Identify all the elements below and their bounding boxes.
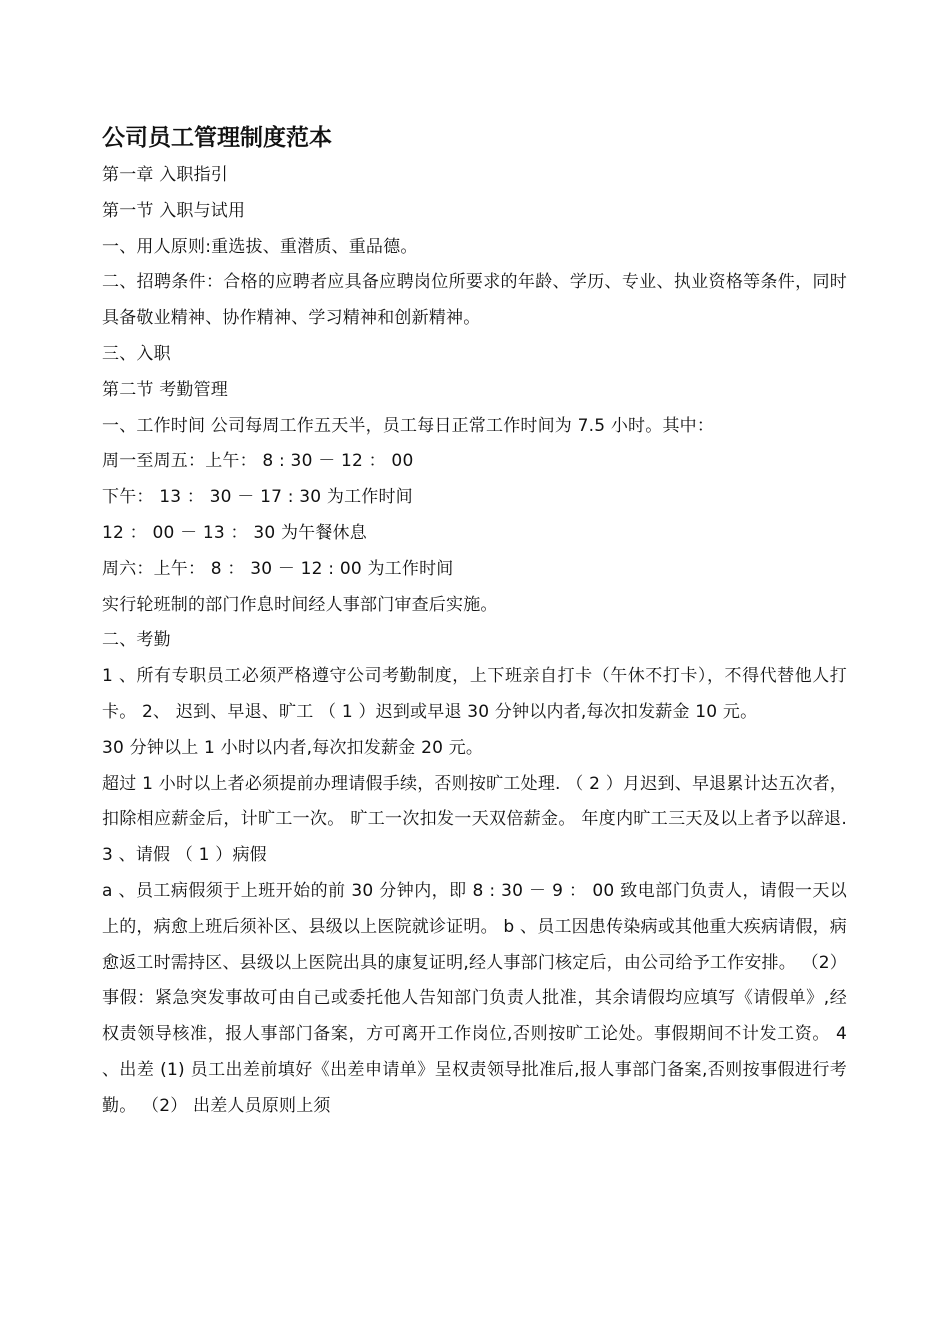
paragraph: 一、工作时间 公司每周工作五天半，员工每日正常工作时间为 7.5 小时。其中： xyxy=(102,415,715,436)
section-heading: 第一节 入职与试用 xyxy=(102,200,246,221)
paragraph: 周一至周五：上午： 8 : 30 － 12 ： 00 xyxy=(102,451,414,472)
document-page xyxy=(102,118,847,1125)
chapter-heading: 第一章 入职指引 xyxy=(102,165,229,185)
paragraph: 二、招聘条件：合格的应聘者应具备应聘岗位所要求的年龄、学历、专业、执业资格等条件，同时具备敬业精神、协作精神、学习精神和创新精神。 xyxy=(102,272,847,329)
paragraph: 实行轮班制的部门作息时间经人事部门审查后实施。 xyxy=(102,594,498,615)
paragraph: 二、考勤 xyxy=(102,630,171,651)
paragraph: 超过 1 小时以上者必须提前办理请假手续，否则按旷工处理. （ 2 ）月迟到、早退累计达五次者，扣除相应薪金后，计旷工一次。 旷工一次扣发一天双倍薪金。 年度内旷工三天及以上者予以辞退. 3 、请假 （ 1 ）病假 xyxy=(102,773,847,866)
paragraph: a 、员工病假须于上班开始的前 30 分钟内，即 8 : 30 － 9 ： 00 致电部门负责人，请假一天以上的，病愈上班后须补区、县级以上医院就诊证明。 b 、员工因患传染病或其他重大疾病请假，病愈返工时需持区、县级以上医院出具的康复证明,经人事部门核定后，由公司给予工作安排。 （2） 事假：紧急突发事故可由自己或委托他人告知部门负责人批准，其余请假均应填写《请假单》,经权责领导核准，报人事部门备案，方可离开工作岗位,否则按旷工论处。事假期间不计发工资。 4 、出差 (1) 员工出差前填好《出差申请单》呈权责领导批准后,报人事部门备案,否则按事假进行考勤。 （2） 出差人员原则上须 xyxy=(102,880,847,1116)
paragraph: 一、用人原则:重选拔、重潜质、重品德。 xyxy=(102,236,418,257)
paragraph: 三、入职 xyxy=(102,343,171,364)
paragraph: 周六：上午： 8 ： 30 － 12 : 00 为工作时间 xyxy=(102,558,454,579)
document-title: 公司员工管理制度范本 xyxy=(102,125,332,151)
paragraph: 30 分钟以上 1 小时以内者,每次扣发薪金 20 元。 xyxy=(102,737,484,758)
paragraph: 12 ： 00 － 13 ： 30 为午餐休息 xyxy=(102,522,367,543)
paragraph: 下午： 13 ： 30 － 17 : 30 为工作时间 xyxy=(102,487,413,508)
section-heading: 第二节 考勤管理 xyxy=(102,379,229,400)
paragraph: 1 、所有专职员工必须严格遵守公司考勤制度，上下班亲自打卡（午休不打卡），不得代替他人打卡。 2、 迟到、早退、旷工 （ 1 ）迟到或早退 30 分钟以内者,每次扣发薪金 10 元。 xyxy=(102,666,847,722)
